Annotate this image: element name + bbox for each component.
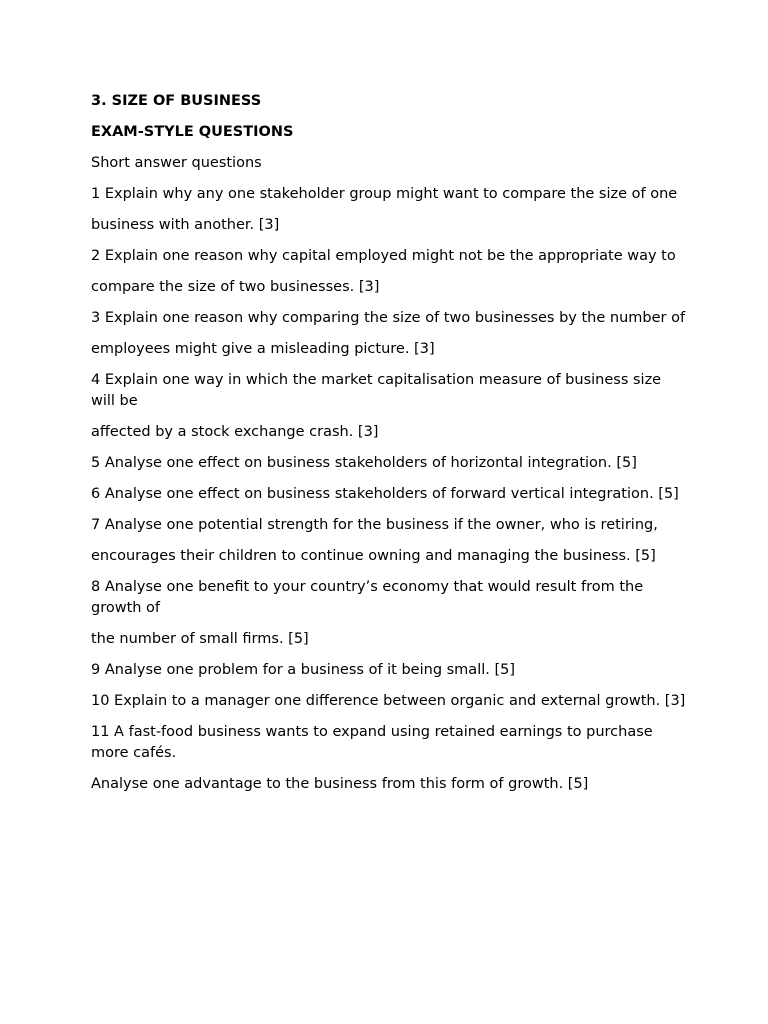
question-line: the number of small firms. [5] bbox=[91, 631, 309, 647]
question-line: 1 Explain why any one stakeholder group might want to compare the size of one bbox=[91, 186, 678, 202]
question-line: 3 Explain one reason why comparing the size of two businesses by the number of bbox=[91, 310, 686, 326]
question-line: business with another. [3] bbox=[91, 217, 280, 233]
question-line: 4 Explain one way in which the market capitalisation measure of business size will be bbox=[91, 372, 662, 409]
question-line: compare the size of two businesses. [3] bbox=[91, 279, 380, 295]
question-line: affected by a stock exchange crash. [3] bbox=[91, 424, 379, 440]
question-line: Analyse one advantage to the business from this form of growth. [5] bbox=[91, 776, 589, 792]
document-page bbox=[91, 91, 687, 805]
question-line: 9 Analyse one problem for a business of it being small. [5] bbox=[91, 662, 516, 678]
section-title: EXAM-STYLE QUESTIONS bbox=[91, 124, 294, 140]
subsection-title: Short answer questions bbox=[91, 155, 262, 171]
question-line: 11 A fast-food business wants to expand using retained earnings to purchase more cafés. bbox=[91, 724, 653, 761]
question-line: 6 Analyse one effect on business stakeholders of forward vertical integration. [5] bbox=[91, 486, 679, 502]
question-line: 2 Explain one reason why capital employed might not be the appropriate way to bbox=[91, 248, 676, 264]
question-line: 5 Analyse one effect on business stakeholders of horizontal integration. [5] bbox=[91, 455, 637, 471]
question-line: 7 Analyse one potential strength for the business if the owner, who is retiring, bbox=[91, 517, 658, 533]
question-line: 10 Explain to a manager one difference between organic and external growth. [3] bbox=[91, 693, 686, 709]
question-line: employees might give a misleading picture. [3] bbox=[91, 341, 435, 357]
question-line: 8 Analyse one benefit to your country’s economy that would result from the growth of bbox=[91, 579, 644, 616]
chapter-title: 3. SIZE OF BUSINESS bbox=[91, 93, 262, 109]
question-line: encourages their children to continue owning and managing the business. [5] bbox=[91, 548, 656, 564]
